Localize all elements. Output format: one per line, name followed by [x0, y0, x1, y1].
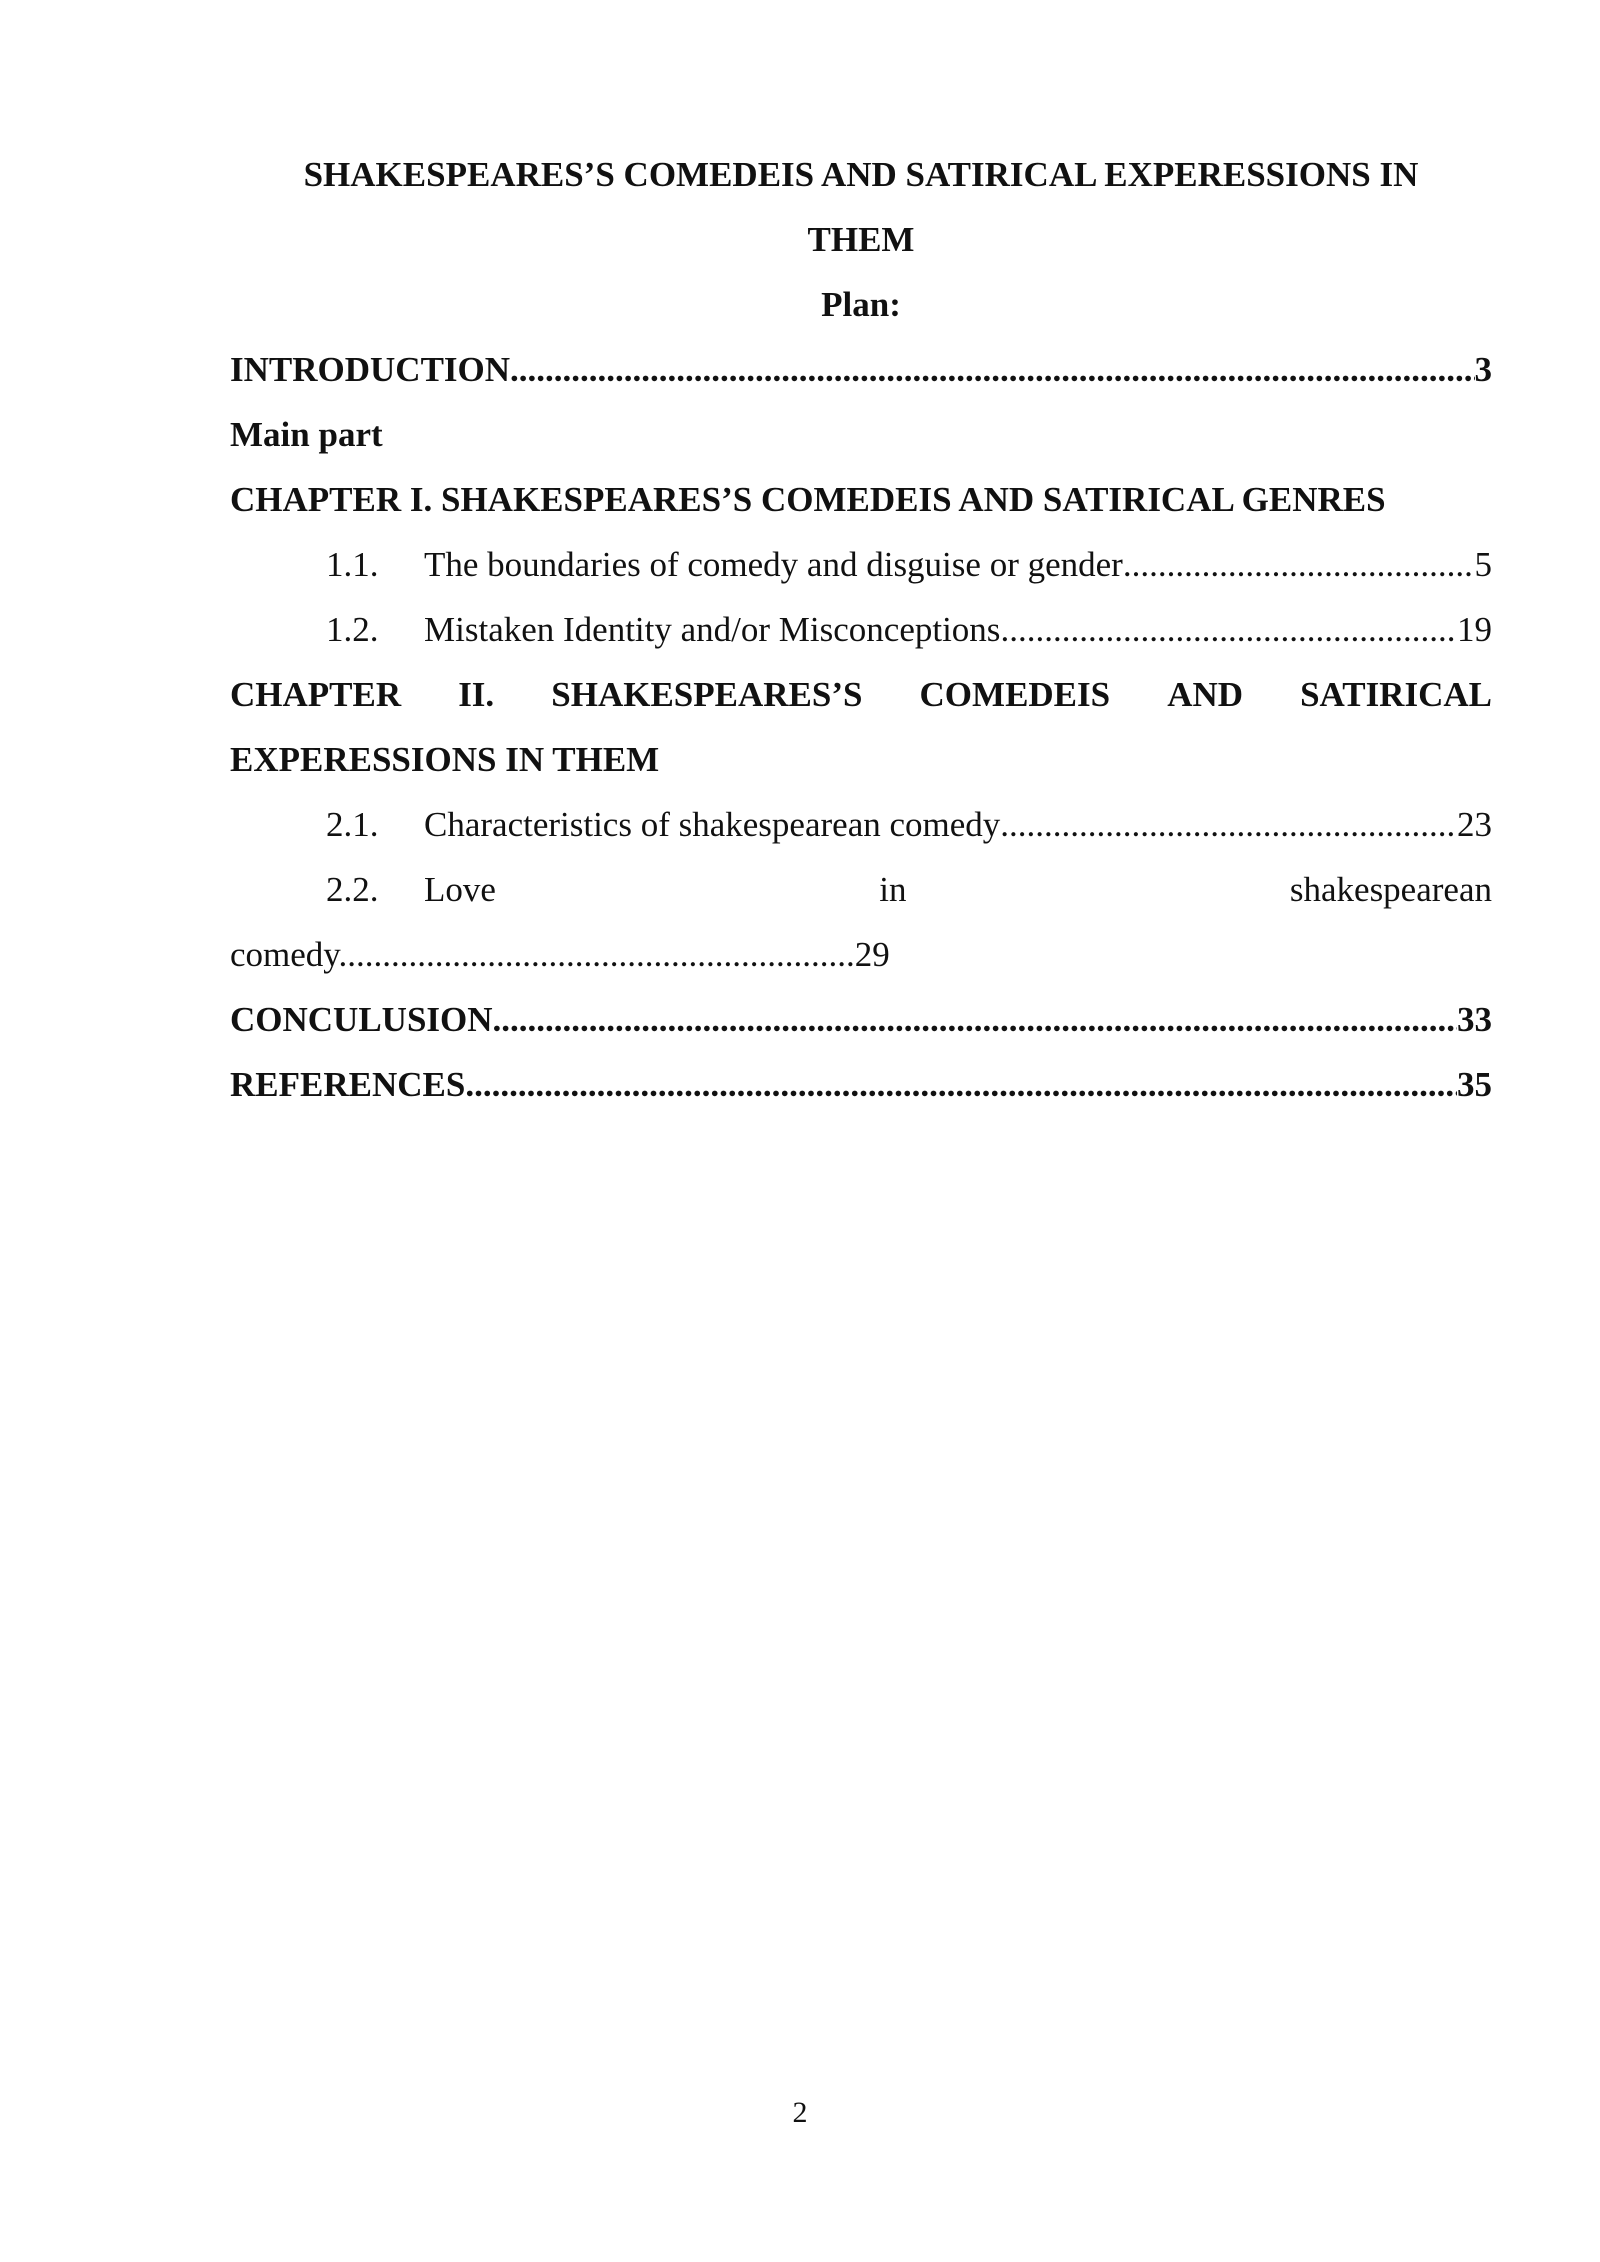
toc-leader — [1123, 532, 1475, 597]
toc-section-number: 1.2. — [326, 610, 379, 649]
toc-chapter-2-line2: EXPERESSIONS IN THEM — [230, 740, 660, 779]
toc-chapter-2-line1 — [230, 662, 1492, 727]
document-title-line1: SHAKESPEARES’S COMEDEIS AND SATIRICAL EXPERESSIONS IN — [303, 155, 1419, 194]
toc-label: Mistaken Identity and/or Misconceptions — [424, 610, 1001, 649]
toc-page-number: 35 — [1457, 1065, 1492, 1104]
toc-leader — [510, 337, 1474, 402]
toc-word: COMEDEIS — [919, 675, 1111, 714]
toc-entry-introduction — [230, 337, 1492, 402]
toc-word: shakespearean — [1289, 870, 1492, 909]
page-number: 2 — [792, 2096, 808, 2129]
toc-label: The boundaries of comedy and disguise or gender — [424, 545, 1123, 584]
toc-main-part: Main part — [230, 415, 383, 454]
toc-page-number: 23 — [1457, 805, 1492, 844]
toc-entry-1-1 — [326, 532, 1492, 597]
toc-word: SATIRICAL — [1300, 675, 1492, 714]
toc-page-number: 5 — [1474, 545, 1492, 584]
toc-label: INTRODUCTION — [230, 350, 511, 389]
toc-word: Love — [424, 870, 496, 909]
toc-entry-conclusion — [230, 987, 1492, 1052]
toc-leader — [493, 987, 1457, 1052]
toc-entry-2-2-line1 — [326, 857, 1492, 922]
toc-label: comedy — [230, 935, 339, 974]
plan-heading: Plan: — [821, 285, 901, 324]
toc-word: II. — [458, 675, 495, 714]
toc-label: REFERENCES — [230, 1065, 466, 1104]
toc-page-number: 19 — [1457, 610, 1492, 649]
toc-entry-references — [230, 1052, 1492, 1117]
toc-label: CONCULUSION — [230, 1000, 493, 1039]
toc-page-number: 33 — [1457, 1000, 1492, 1039]
toc-page-number: 3 — [1474, 350, 1492, 389]
toc-word: in — [879, 870, 907, 909]
toc-section-number: 2.2. — [326, 870, 379, 909]
toc-chapter-1: CHAPTER I. SHAKESPEARES’S COMEDEIS AND SATIRICAL GENRES — [230, 480, 1386, 519]
toc-word: CHAPTER — [230, 675, 402, 714]
document-title-line2: THEM — [807, 220, 915, 259]
toc-leader — [1000, 597, 1457, 662]
toc-label: Characteristics of shakespearean comedy — [424, 805, 1001, 844]
toc-section-number: 1.1. — [326, 545, 379, 584]
toc-word: AND — [1167, 675, 1244, 714]
toc-leader — [465, 1052, 1457, 1117]
toc-entry-2-1 — [326, 792, 1492, 857]
toc-page-number: 29 — [854, 935, 890, 974]
toc-entry-2-2-line2 — [230, 922, 1492, 987]
toc-justified-words — [424, 857, 1492, 922]
toc-word: SHAKESPEARES’S — [551, 675, 863, 714]
toc-section-number: 2.1. — [326, 805, 379, 844]
toc-leader — [1000, 792, 1457, 857]
toc-leader: ........................................................... — [338, 935, 855, 974]
toc-entry-1-2 — [326, 597, 1492, 662]
